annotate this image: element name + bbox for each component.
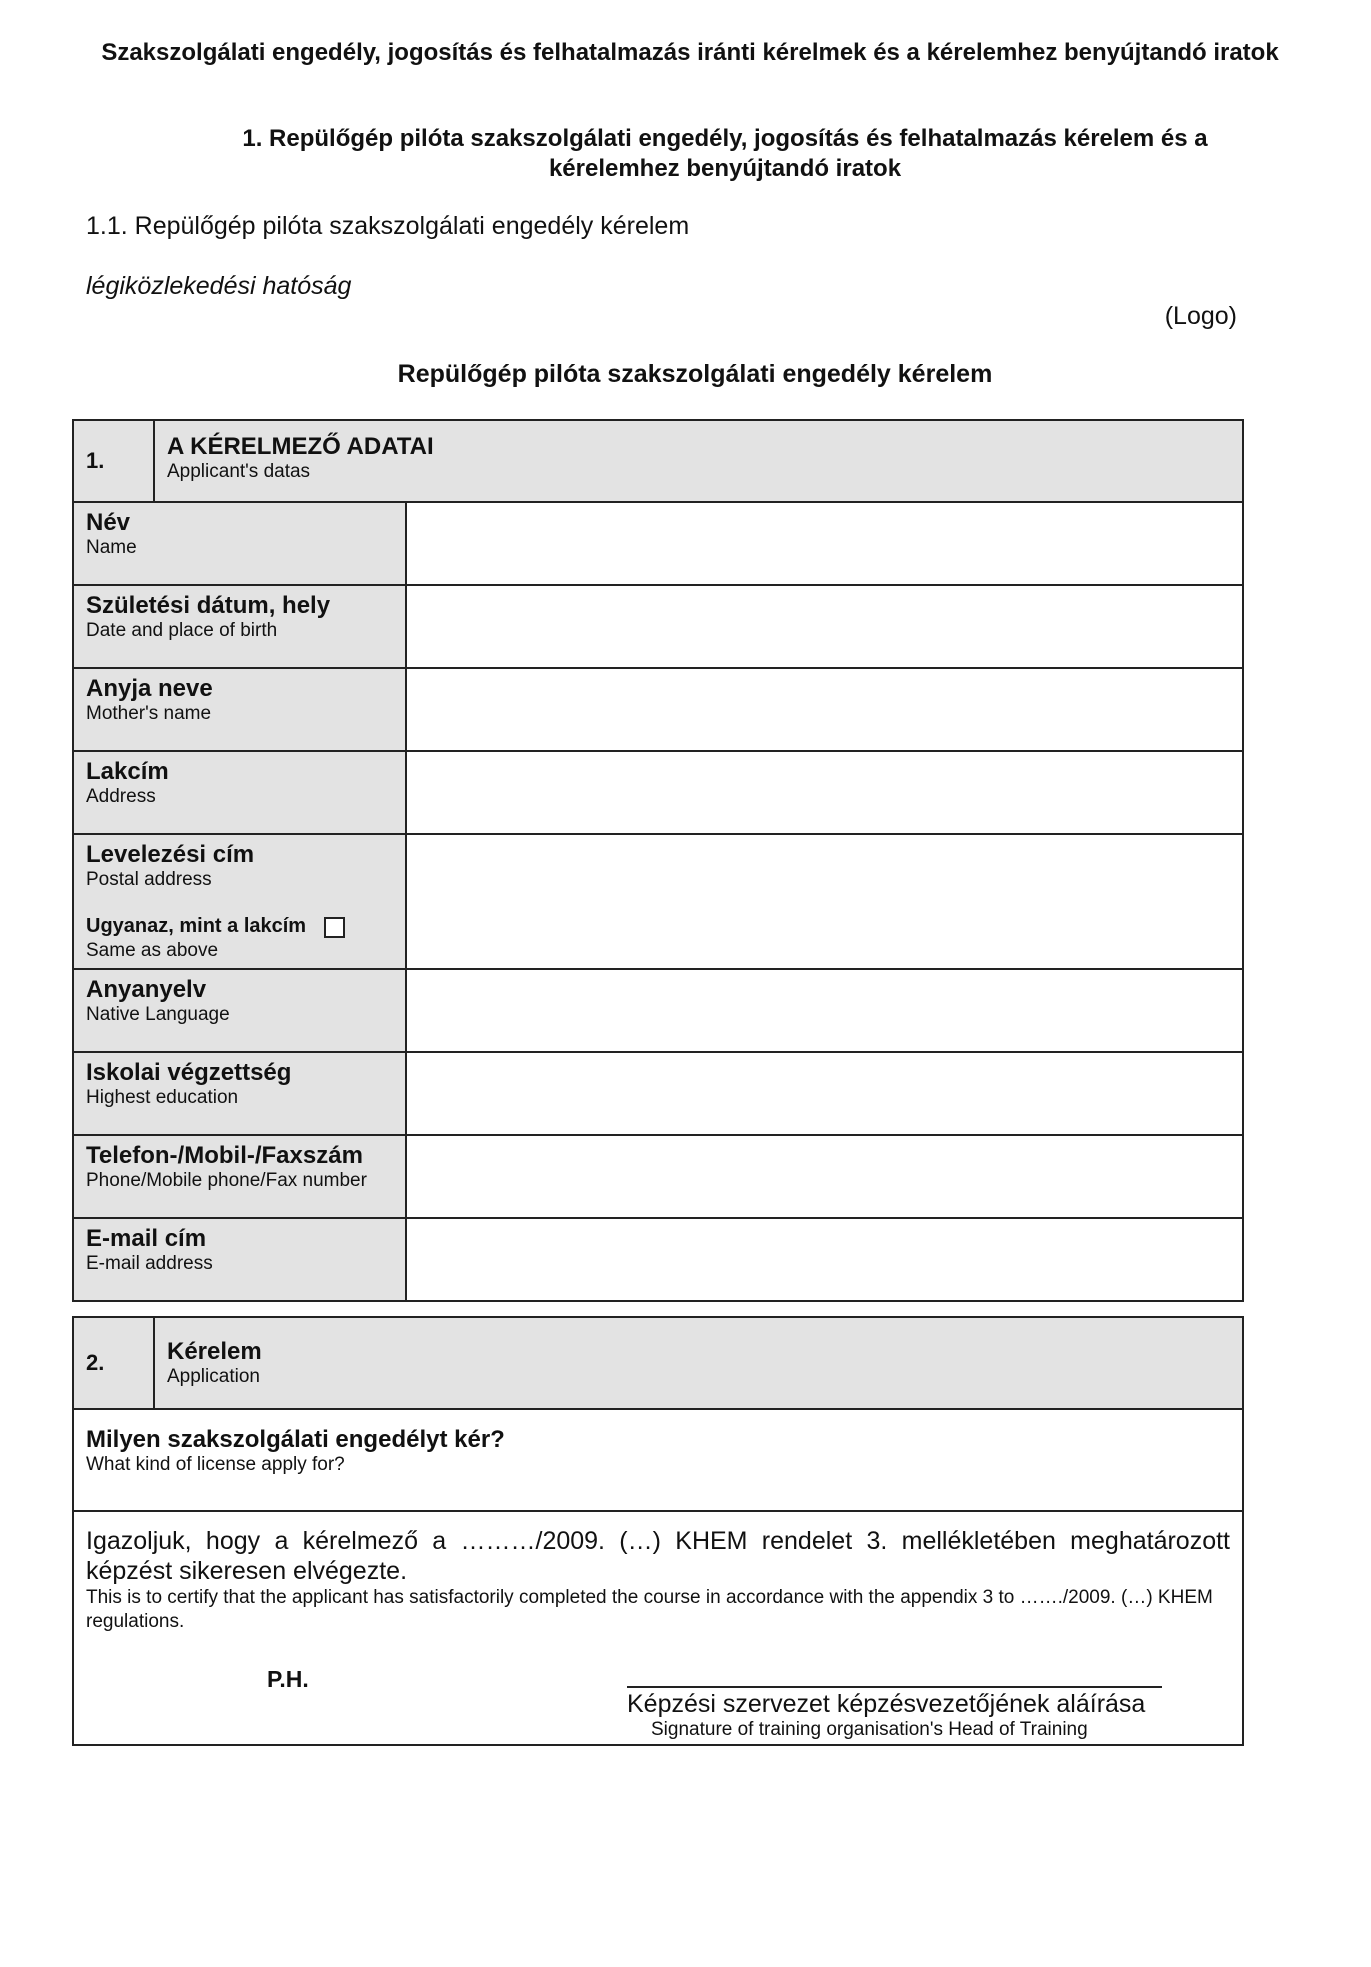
email-field[interactable] xyxy=(406,1218,1243,1301)
license-question-en: What kind of license apply for? xyxy=(86,1454,345,1475)
certification-cell xyxy=(73,1511,1243,1745)
field-label-address xyxy=(73,751,406,834)
field-label-name xyxy=(73,502,406,585)
section2-title-en: Application xyxy=(167,1366,260,1387)
native-language-field[interactable] xyxy=(406,969,1243,1052)
same-as-above-checkbox[interactable] xyxy=(324,917,345,938)
field-row-birth xyxy=(73,585,1243,668)
field-label-hu: Iskolai végzettség xyxy=(86,1059,292,1087)
license-question: Milyen szakszolgálati engedélyt kér? xyxy=(86,1426,505,1453)
field-label-phone xyxy=(73,1135,406,1218)
field-row-education xyxy=(73,1052,1243,1135)
stamp-placeholder: P.H. xyxy=(267,1666,309,1692)
logo-placeholder: (Logo) xyxy=(1164,302,1237,330)
section2-title: Kérelem xyxy=(167,1338,262,1365)
field-label-en: Postal address xyxy=(86,869,212,890)
field-row-postal xyxy=(73,834,1243,969)
section1-title: A KÉRELMEZŐ ADATAI xyxy=(167,433,434,460)
certification-row xyxy=(73,1511,1243,1745)
field-label-email xyxy=(73,1218,406,1301)
signature-label: Képzési szervezet képzésvezetőjének aláírása xyxy=(627,1690,1146,1718)
field-label-hu: Telefon-/Mobil-/Faxszám xyxy=(86,1142,363,1170)
certification-text: Igazoljuk, hogy a kérelmező a ………/2009. (…) KHEM rendelet 3. mellékletében meghatározott képzést sikeresen elvégezte. xyxy=(86,1527,1230,1585)
form-title: Repülőgép pilóta szakszolgálati engedély kérelem xyxy=(397,360,993,388)
field-row-mother xyxy=(73,668,1243,751)
applicant-data-table xyxy=(72,419,1244,1302)
field-label-hu: Lakcím xyxy=(86,758,169,785)
certification-text-en: This is to certify that the applicant has satisfactorily completed the course in accordance with the appendix 3 to ……./2009. (…) KHEM regulations. xyxy=(86,1587,1213,1632)
field-label-language xyxy=(73,969,406,1052)
section2-title-cell xyxy=(154,1317,1243,1409)
field-label-en: Name xyxy=(86,537,137,558)
authority-name: légiközlekedési hatóság xyxy=(86,272,352,300)
license-type-field[interactable] xyxy=(73,1409,1243,1511)
document-subtitle: 1. Repülőgép pilóta szakszolgálati engedély, jogosítás és felhatalmazás kérelem és a kérelemhez benyújtandó iratok xyxy=(242,125,1208,182)
field-label-mother xyxy=(73,668,406,751)
application-table xyxy=(72,1316,1244,1746)
phone-field[interactable] xyxy=(406,1135,1243,1218)
same-as-above-label: Ugyanaz, mint a lakcím xyxy=(86,915,307,937)
field-label-hu: Anyja neve xyxy=(86,675,213,702)
section2-number: 2. xyxy=(73,1317,154,1409)
field-label-hu: Levelezési cím xyxy=(86,841,255,868)
document-title: Szakszolgálati engedély, jogosítás és felhatalmazás iránti kérelmek és a kérelemhez benyújtandó iratok xyxy=(101,39,1279,66)
postal-address-field[interactable] xyxy=(406,834,1243,969)
section2-header xyxy=(73,1317,1243,1409)
field-label-en: E-mail address xyxy=(86,1253,213,1275)
field-label-hu: Anyanyelv xyxy=(86,976,207,1004)
mother-name-field[interactable] xyxy=(406,668,1243,751)
field-label-birth xyxy=(73,585,406,668)
field-row-address xyxy=(73,751,1243,834)
section1-number: 1. xyxy=(73,420,154,502)
field-label-hu: E-mail cím xyxy=(86,1225,207,1253)
field-label-en: Native Language xyxy=(86,1004,230,1026)
field-label-postal xyxy=(73,834,406,969)
field-row-language xyxy=(73,969,1243,1052)
field-label-en: Mother's name xyxy=(86,703,212,724)
education-field[interactable] xyxy=(406,1052,1243,1135)
field-label-education xyxy=(73,1052,406,1135)
same-as-above-row xyxy=(86,915,393,938)
field-row-name xyxy=(73,502,1243,585)
field-label-en: Address xyxy=(86,786,156,807)
field-label-hu: Születési dátum, hely xyxy=(86,592,331,619)
same-as-above-label-en: Same as above xyxy=(86,940,219,962)
license-question-row xyxy=(73,1409,1243,1511)
field-label-hu: Név xyxy=(86,509,131,536)
field-row-phone xyxy=(73,1135,1243,1218)
field-row-email xyxy=(73,1218,1243,1301)
section1-title-cell xyxy=(154,420,1243,502)
field-label-en: Date and place of birth xyxy=(86,620,278,641)
signature-line[interactable] xyxy=(627,1686,1162,1688)
signature-block xyxy=(627,1686,1162,1741)
field-label-en: Phone/Mobile phone/Fax number xyxy=(86,1170,367,1192)
signature-label-en: Signature of training organisation's Head of Training xyxy=(651,1719,1088,1740)
section-heading: 1.1. Repülőgép pilóta szakszolgálati engedély kérelem xyxy=(86,212,690,240)
name-field[interactable] xyxy=(406,502,1243,585)
field-label-en: Highest education xyxy=(86,1087,239,1109)
section1-header xyxy=(73,420,1243,502)
section1-title-en: Applicant's datas xyxy=(167,461,311,482)
address-field[interactable] xyxy=(406,751,1243,834)
birth-field[interactable] xyxy=(406,585,1243,668)
